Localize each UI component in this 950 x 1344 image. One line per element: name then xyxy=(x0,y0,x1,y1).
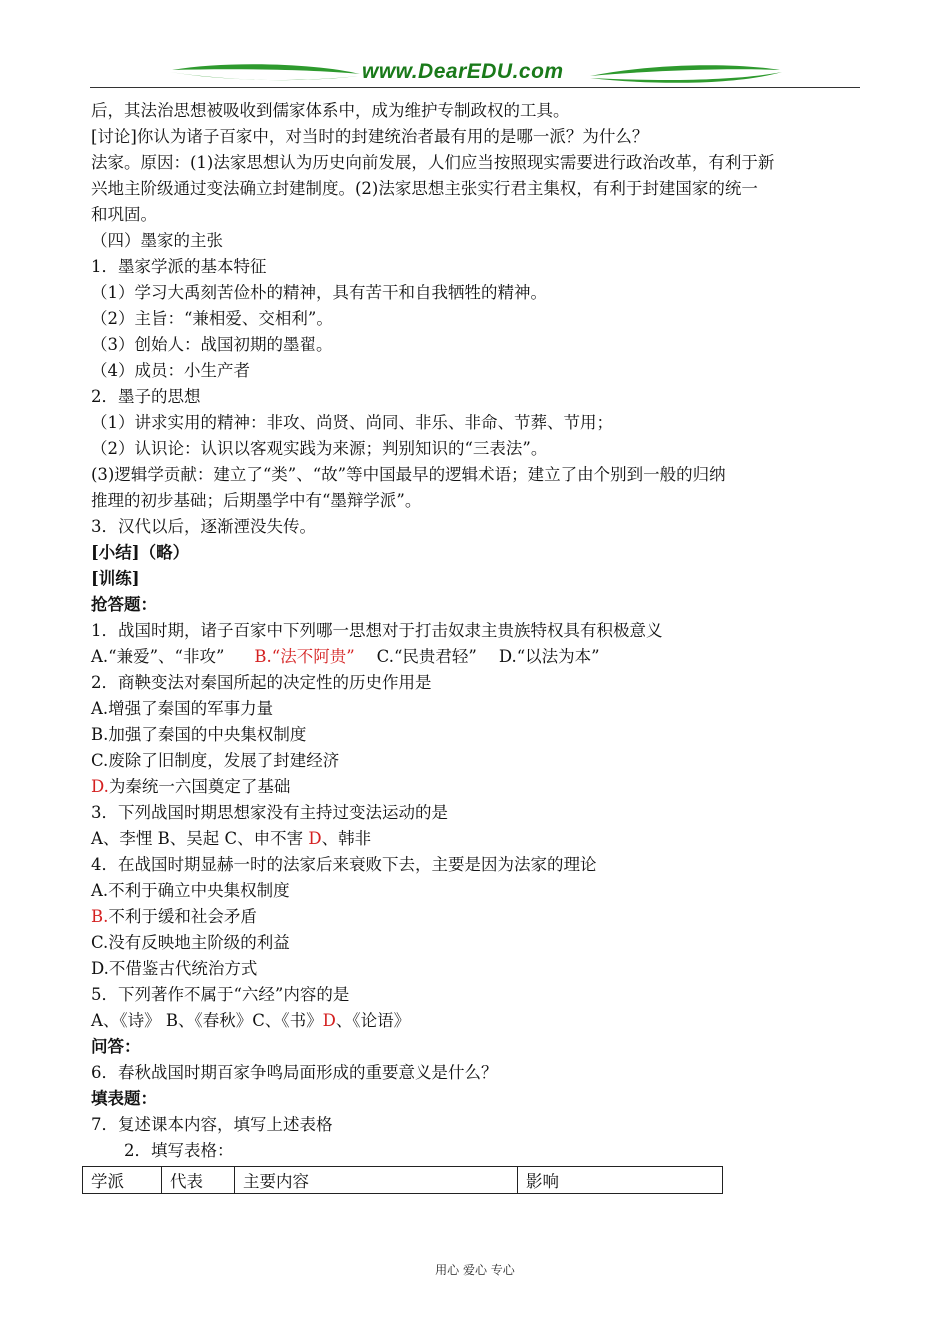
q1-option-a: A.“兼爱”、“非攻” xyxy=(91,647,225,666)
table-header-cell: 主要内容 xyxy=(235,1167,518,1194)
q5-answer-letter: D xyxy=(322,1011,336,1030)
text-line: 2．填写表格： xyxy=(91,1141,234,1160)
page-header xyxy=(90,58,860,90)
q5-options-abc: A、《诗》 B、《春秋》C、《书》 xyxy=(91,1011,323,1030)
text-line: （1）学习大禹刻苦俭朴的精神，具有苦干和自我牺牲的精神。 xyxy=(91,283,547,302)
text-line: （4）成员：小生产者 xyxy=(91,361,250,380)
text-line: （3）创始人：战国初期的墨翟。 xyxy=(91,335,333,354)
q3-stem: 3．下列战国时期思想家没有主持过变法运动的是 xyxy=(91,803,448,822)
q2-option-c: C.废除了旧制度，发展了封建经济 xyxy=(91,751,340,770)
text-line: [训练] xyxy=(91,569,140,588)
q5-stem: 5．下列著作不属于“六经”内容的是 xyxy=(91,985,350,1004)
q2-option-a: A.增强了秦国的军事力量 xyxy=(91,699,274,718)
text-line: （2）认识论：认识以客观实践为来源；判别知识的“三表法”。 xyxy=(91,439,548,458)
document-body xyxy=(91,98,861,1164)
text-line: （2）主旨：“兼相爱、交相利”。 xyxy=(91,309,333,328)
text-lines xyxy=(91,98,861,644)
q3-options-abc: A、李悝 B、吴起 C、申不害 xyxy=(91,829,309,848)
text-line: 6．春秋战国时期百家争鸣局面形成的重要意义是什么？ xyxy=(91,1063,498,1082)
table-header-cell: 代表 xyxy=(162,1167,235,1194)
page-footer: 用心 爱心 专心 xyxy=(435,1263,515,1277)
tail-lines xyxy=(91,1034,861,1164)
q4-stem: 4．在战国时期显赫一时的法家后来衰败下去，主要是因为法家的理论 xyxy=(91,855,597,874)
q3-answer-letter: D xyxy=(308,829,322,848)
site-logo-text[interactable]: www.DearEDU.com xyxy=(362,60,564,83)
q2-answer-letter: D. xyxy=(91,777,109,796)
text-line: （1）讲求实用的精神：非攻、尚贤、尚同、非乐、非命、节葬、节用； xyxy=(91,413,613,432)
text-line: （四）墨家的主张 xyxy=(91,231,223,250)
q5-option-d-text: 、《论语》 xyxy=(335,1011,411,1030)
text-line: 和巩固。 xyxy=(91,205,157,224)
q2-stem: 2．商鞅变法对秦国所起的决定性的历史作用是 xyxy=(91,673,432,692)
text-line: 2．墨子的思想 xyxy=(91,387,201,406)
table-header-cell: 影响 xyxy=(518,1167,723,1194)
q2-option-b: B.加强了秦国的中央集权制度 xyxy=(91,725,307,744)
q5-options xyxy=(91,1008,861,1034)
q4-option-b-text: 不利于缓和社会矛盾 xyxy=(108,907,257,926)
q3-option-d-text: 、韩非 xyxy=(321,829,372,848)
header-divider xyxy=(90,87,860,88)
q4-option-c: C.没有反映地主阶级的利益 xyxy=(91,933,290,952)
text-line: [小结]（略） xyxy=(91,543,190,562)
text-line: 7．复述课本内容，填写上述表格 xyxy=(91,1115,333,1134)
q4-answer-letter: B. xyxy=(91,907,109,926)
text-line: 问答： xyxy=(91,1037,141,1056)
q3-options xyxy=(91,826,861,852)
q1-option-d: D.“以法为本” xyxy=(498,647,600,666)
table-header-row xyxy=(83,1167,723,1194)
q2-option-d-text: 为秦统一六国奠定了基础 xyxy=(108,777,291,796)
text-line: (3)逻辑学贡献：建立了“类”、“故”等中国最早的逻辑术语；建立了由个别到一般的归纳 xyxy=(91,465,726,484)
text-line: 法家。原因：(1)法家思想认为历史向前发展，人们应当按照现实需要进行政治改革，有利于新 xyxy=(91,153,775,172)
text-line: 后，其法治思想被吸收到儒家体系中，成为维护专制政权的工具。 xyxy=(91,101,570,120)
q4-option-b xyxy=(91,904,861,930)
text-line: 填表题： xyxy=(91,1089,157,1108)
q1-option-b-answer: B.“法不阿贵” xyxy=(254,647,355,666)
q1-options xyxy=(91,644,861,670)
q2-option-d xyxy=(91,774,861,800)
text-line: 抢答题： xyxy=(91,595,157,614)
text-line: [讨论]你认为诸子百家中，对当时的封建统治者最有用的是哪一派？为什么？ xyxy=(91,127,649,146)
text-line: 1．墨家学派的基本特征 xyxy=(91,257,267,276)
text-line: 3．汉代以后，逐渐湮没失传。 xyxy=(91,517,316,536)
table-header-cell: 学派 xyxy=(83,1167,162,1194)
fill-in-table xyxy=(82,1166,723,1194)
q1-option-c: C.“民贵君轻” xyxy=(376,647,477,666)
text-line: 兴地主阶级通过变法确立封建制度。(2)法家思想主张实行君主集权，有利于封建国家的统一 xyxy=(91,179,758,198)
q4-option-a: A.不利于确立中央集权制度 xyxy=(91,881,290,900)
text-line: 推理的初步基础；后期墨学中有“墨辩学派”。 xyxy=(91,491,422,510)
text-line: 1．战国时期，诸子百家中下列哪一思想对于打击奴隶主贵族特权具有积极意义 xyxy=(91,621,663,640)
q4-option-d: D.不借鉴古代统治方式 xyxy=(91,959,258,978)
